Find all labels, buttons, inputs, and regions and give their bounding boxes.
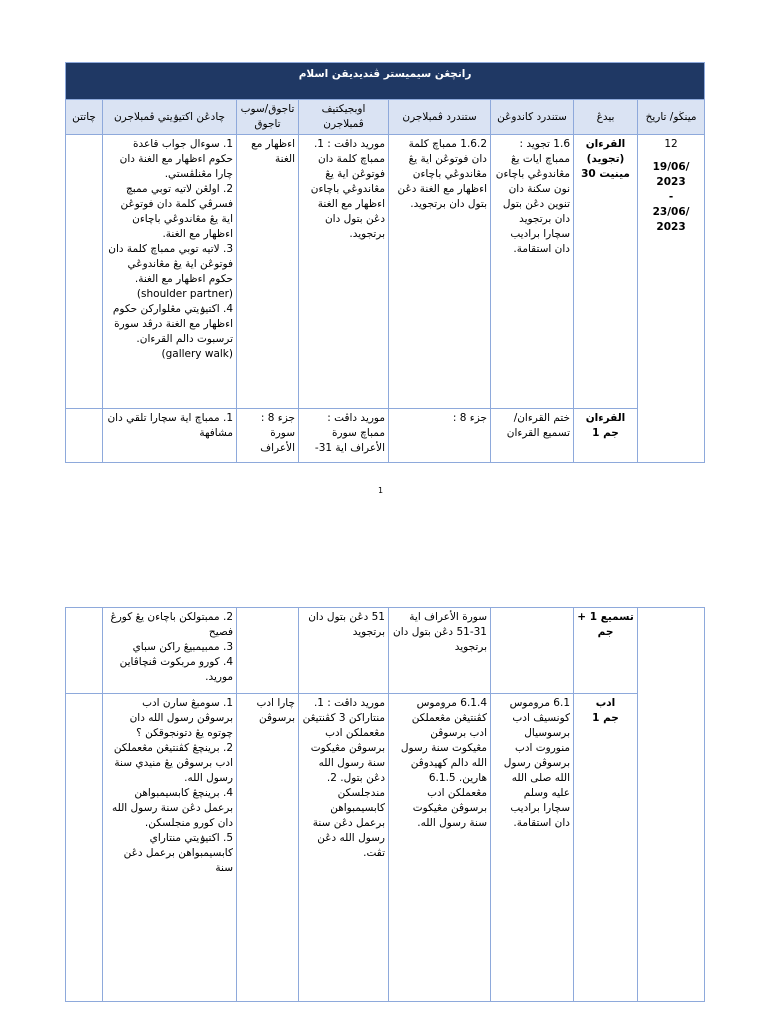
aktiviti-item: 2. اولڠن لاتيه توبي ممبچ فسرڤي كلمة دان فوتوڠن اية يڠ مڠاندوڠي باچاءن اءظهار مع الغنة. — [120, 183, 233, 240]
tajuk-cell: چارا ادب برسوڤن — [237, 694, 299, 1002]
header-sp: ستندرد ڤمبلاجرن — [389, 100, 491, 135]
aktiviti-item: 3. لاتيه توبي ممباچ كلمة دان فوتوڠن اية يڠ مڠاندوڠي حكوم اءظهار مع الغنة. (shoulder partner) — [108, 243, 233, 300]
aktiviti-cell — [103, 608, 237, 694]
aktiviti-cell — [103, 694, 237, 1002]
aktiviti-item: 2. ممبتولكن باچاءن يڠ كورڠ فصيح — [110, 611, 233, 638]
tajuk-cell: جزء 8 : سورة الأعراف — [237, 409, 299, 463]
sk-cell: 6.1 مروموس كونسيڤ ادب برسوسيال منوروت ادب برسوڤن رسول الله صلى الله عليه وسلم سچارا براديب دان استقامة. — [491, 694, 574, 1002]
header-tajuk: تاجوق/سوب تاجوق — [237, 100, 299, 135]
bidang-line: القرءان — [585, 138, 626, 150]
date-start: 19/06/ — [652, 161, 690, 173]
tajuk-cell: اءظهار مع الغنة — [237, 135, 299, 409]
header-minggu: مينڬو/ تاريخ — [638, 100, 705, 135]
bidang-cell — [574, 409, 638, 463]
aktiviti-item: 1. سومبڠ سارن ادب برسوڤن رسول الله دان چوتوه يڠ دتونجوقكن ؟ — [129, 697, 233, 739]
week-cell — [638, 608, 705, 1002]
tajuk-cell — [237, 608, 299, 694]
objektif-cell: موريد داڤت : 1. ممباچ كلمة دان فوتوڠن اية يڠ مڠاندوڠي باچاءن اءظهار مع الغنة دڠن بتول دان برتجويد. — [299, 135, 389, 409]
document-title: رانچڠن سيميستر ڤنديديقن اسلام — [66, 63, 705, 100]
header-catatan: چاتتن — [66, 100, 103, 135]
week-number: 12 — [664, 138, 678, 150]
bidang-line: (تجويد) — [586, 153, 625, 165]
bidang-cell: + تسميع 1 جم — [574, 608, 638, 694]
header-bidang: بيدڠ — [574, 100, 638, 135]
aktiviti-item: 4. كورو مربكوت ڤنچاڤاين موريد. — [119, 656, 233, 683]
catatan-cell — [66, 694, 103, 1002]
lesson-plan-table-page2 — [65, 607, 705, 1002]
aktiviti-item: 3. ممبيمبيڠ راكن سباي — [132, 641, 233, 653]
aktiviti-cell: 1. ممباچ اية سچارا تلقي دان مشافهة — [103, 409, 237, 463]
bidang-cell — [574, 135, 638, 409]
week-cell — [638, 135, 705, 463]
aktiviti-item: 5. اكتيۏيتي منتاراي كابسيمبواهن برعمل دڠن سنة — [123, 832, 233, 874]
bidang-line: ادب — [595, 697, 616, 709]
catatan-cell — [66, 409, 103, 463]
bidang-line: 30 مينيت — [581, 168, 630, 180]
bidang-cell — [574, 694, 638, 1002]
objektif-cell: موريد داڤت : ممباچ سورة الأعراف اية 31- — [299, 409, 389, 463]
sk-cell: ختم القرءان/ تسميع القرءان — [491, 409, 574, 463]
aktiviti-item: 1. سوءال جواب قاعدة حكوم اءظهار مع الغنة دان چارا مڠنلڤستي. — [119, 138, 233, 180]
header-aktiviti: چادڠن اكتيۏيتي ڤمبلاجرن — [103, 100, 237, 135]
bidang-line: 1 جم — [592, 712, 619, 724]
lesson-plan-table-page1 — [65, 62, 705, 463]
catatan-cell — [66, 135, 103, 409]
sp-cell: 1.6.2 ممباچ كلمة دان فوتوڠن اية يڠ مڠاندوڠي باچاءن اءظهار مع الغنة دڠن بتول دان برتجويد. — [389, 135, 491, 409]
date-end-year: 2023 — [656, 221, 686, 233]
aktiviti-item: 4. اكتيۏيتي مڠلواركن حكوم اءظهار مع الغنة درڤد سورة ترسبوت دالم القرءان. (gallery walk) — [112, 303, 233, 360]
objektif-cell: موريد داڤت : 1. منتاراكن 3 كڤنتيڠن مڠعملكن ادب برسوڤن مڠيكوت سنة رسول الله دڠن بتول. 2. مندجلسكن كابسيمبواهن برعمل دڠن سنة رسول الله دڠن تڤت. — [299, 694, 389, 1002]
sk-cell: 1.6 تجويد : ممباچ ايات يڠ مڠاندوڠي باچاءن نون سكنة دان تنوين دڠن بتول دان برتجويد سچارا براديب دان استقامة. — [491, 135, 574, 409]
sp-cell: 6.1.4 مروموس كڤنتيڠن مڠعملكن ادب برسوڤن مڠيكوت سنة رسول الله دالم كهيدوڤن هارين. 6.1.5 مڠعملكن ادب برسوڤن مڠيكوت سنة رسول الله. — [389, 694, 491, 1002]
bidang-line: 1 جم — [592, 427, 619, 439]
page-number: 1 — [378, 486, 384, 495]
date-end: 23/06/ — [652, 206, 690, 218]
objektif-cell: 51 دڠن بتول دان برتجويد — [299, 608, 389, 694]
aktiviti-cell — [103, 135, 237, 409]
date-dash: - — [668, 191, 674, 203]
aktiviti-item: 4. برينچڠ كابسيمبواهن برعمل دڠن سنة رسول الله دان كورو منجلسكن. — [111, 787, 233, 829]
sk-cell — [491, 608, 574, 694]
bidang-line: القرءان — [585, 412, 626, 424]
catatan-cell — [66, 608, 103, 694]
sp-cell: جزء 8 : — [389, 409, 491, 463]
date-start-year: 2023 — [656, 176, 686, 188]
header-sk: ستندرد كاندوڠن — [491, 100, 574, 135]
aktiviti-item: 2. برينچڠ كڤنتيڠن مڠعملكن ادب برسوڤن يڠ منيدي سنة رسول الله. — [113, 742, 233, 784]
header-objektif: اوبجيكتيف ڤمبلاجرن — [299, 100, 389, 135]
sp-cell: سورة الأعراف اية 31-51 دڠن بتول دان برتجويد — [389, 608, 491, 694]
